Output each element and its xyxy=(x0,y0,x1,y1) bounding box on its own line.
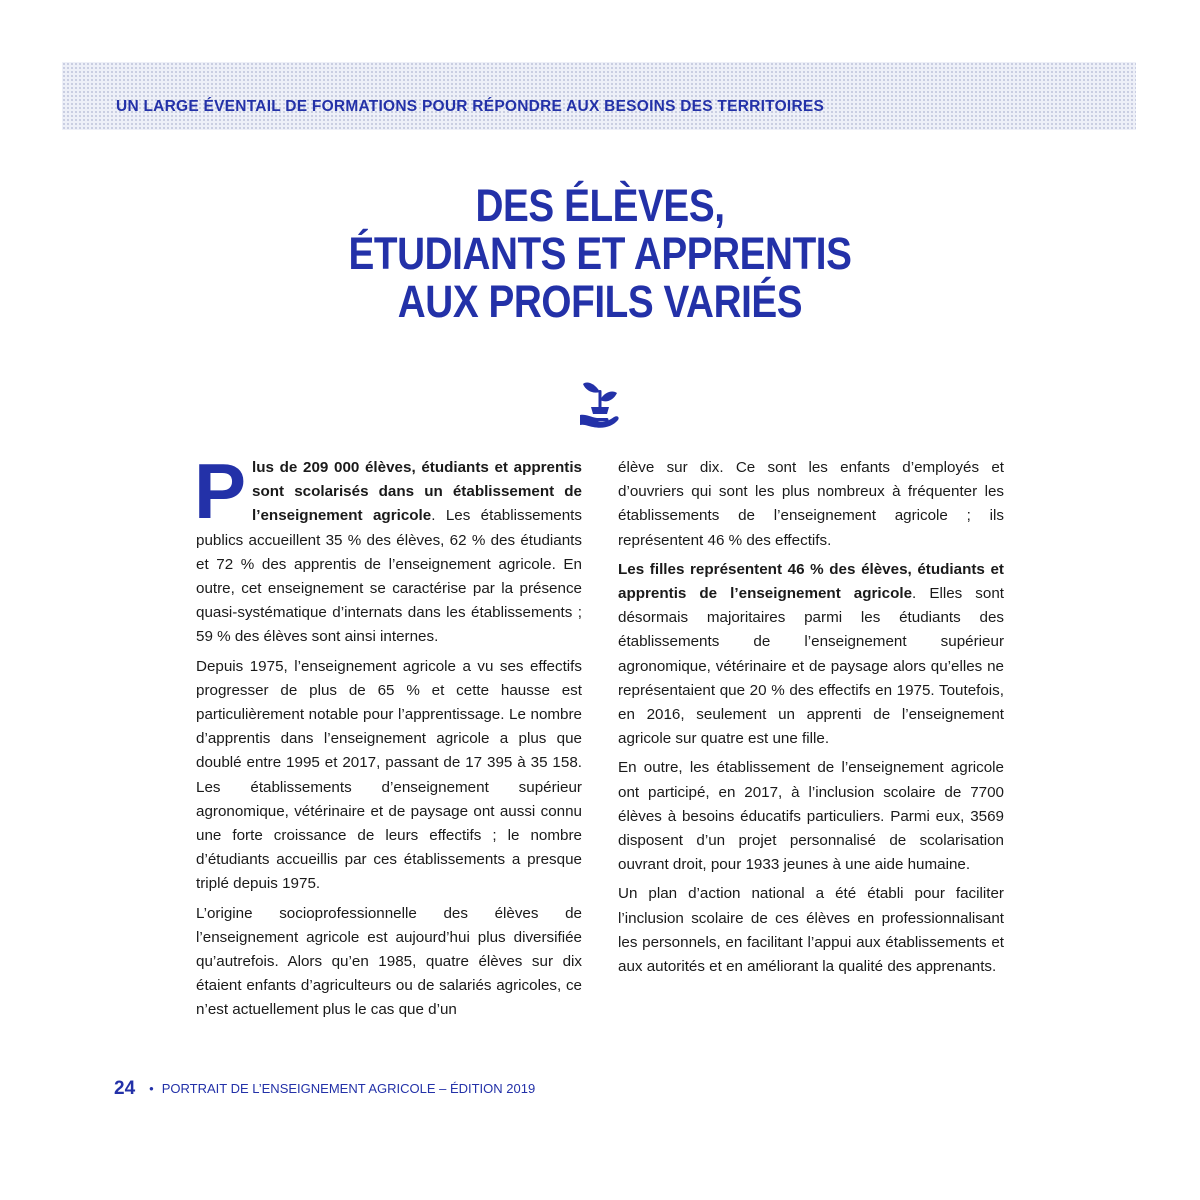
paragraph-7: Un plan d’action national a été établi pour faciliter l’inclusion scolaire de ces élèves en professionnalisant les personnels, en facilitant l’appui aux établissements et aux autorités et en améliorant la qualité des apprenants. xyxy=(618,885,1004,976)
paragraph-1 xyxy=(194,447,582,650)
left-column xyxy=(194,447,582,1028)
dropcap-letter: P xyxy=(194,447,247,535)
page-number: 24 xyxy=(114,1078,136,1099)
paragraph-5-text: . Elles sont désormais majoritaires parmi les étudiants des établissements de l’enseignement supérieur agronomique, vétérinaire et de paysage alors qu’elles ne représentaient que 20 % des effectifs en 1975. Toutefois, en 2016, seulement un apprenti de l’enseignement agricole sur quatre est une fille. xyxy=(618,585,1004,748)
title-line-3: AUX PROFILS VARIÉS xyxy=(397,276,803,327)
paragraph-1-text: . Les établissements publics accueillent 35 % des élèves, 62 % des étudiants et 72 % des apprentis de l’enseignement agricole. En outre, cet enseignement se caractérise par la présence quasi-systématique d’internats dans les établissements ; 59 % des élèves sont ainsi internes. xyxy=(196,507,582,646)
page-title xyxy=(256,182,944,326)
paragraph-5 xyxy=(618,558,1004,752)
lead-bold-text: lus de 209 000 élèves, étudiants et apprentis sont scolarisés dans un établissement de l’enseignement agricole xyxy=(252,459,582,525)
page-footer xyxy=(114,1078,535,1100)
paragraph-3: L’origine socioprofessionnelle des élèves de l’enseignement agricole est aujourd’hui plus diversifiée qu’autrefois. Alors qu’en 1985, quatre élèves sur dix étaient enfants d’agriculteurs ou de salariés agricoles, ce n’est actuellement plus le cas que d’un xyxy=(196,904,582,1019)
title-line-1: DES ÉLÈVES, xyxy=(475,180,725,231)
paragraph-6: En outre, les établissement de l’enseignement agricole ont participé, en 2017, à l’inclusion scolaire de 7700 élèves à besoins éducatifs particuliers. Parmi eux, 3569 disposent d’un projet personnalisé de scolarisation ouvrant droit, pour 1933 jeunes à une aide humaine. xyxy=(618,759,1004,874)
plant-in-hand-icon xyxy=(578,378,622,430)
paragraph-4: élève sur dix. Ce sont les enfants d’employés et d’ouvriers qui sont les plus nombreux à fréquenter les établissements de l’enseignement agricole ; ils représentent 46 % des effectifs. xyxy=(618,459,1004,549)
header-banner xyxy=(62,62,1136,130)
title-line-2: ÉTUDIANTS ET APPRENTIS xyxy=(348,228,852,279)
right-column xyxy=(618,456,1004,984)
footer-bullet: • xyxy=(149,1081,154,1096)
publication-title: PORTRAIT DE L’ENSEIGNEMENT AGRICOLE – ÉDITION 2019 xyxy=(161,1081,536,1096)
paragraph-2: Depuis 1975, l’enseignement agricole a vu ses effectifs progresser de plus de 65 % et cette hausse est particulièrement notable pour l’apprentissage. Le nombre d’apprentis dans l’enseignement agricole a plus que doublé entre 1995 et 2017, passant de 17 395 à 35 158. Les établissements d’enseignement supérieur agronomique, vétérinaire et de paysage ont aussi connu une forte croissance de leurs effectifs ; le nombre d’étudiants accueillis par ces établissements a presque triplé depuis 1975. xyxy=(196,657,582,893)
banner-title: UN LARGE ÉVENTAIL DE FORMATIONS POUR RÉPONDRE AUX BESOINS DES TERRITOIRES xyxy=(116,98,825,115)
highlight-bold-text: Les filles représentent 46 % des élèves, étudiants et apprentis de l’enseignement agricole xyxy=(618,560,1004,603)
